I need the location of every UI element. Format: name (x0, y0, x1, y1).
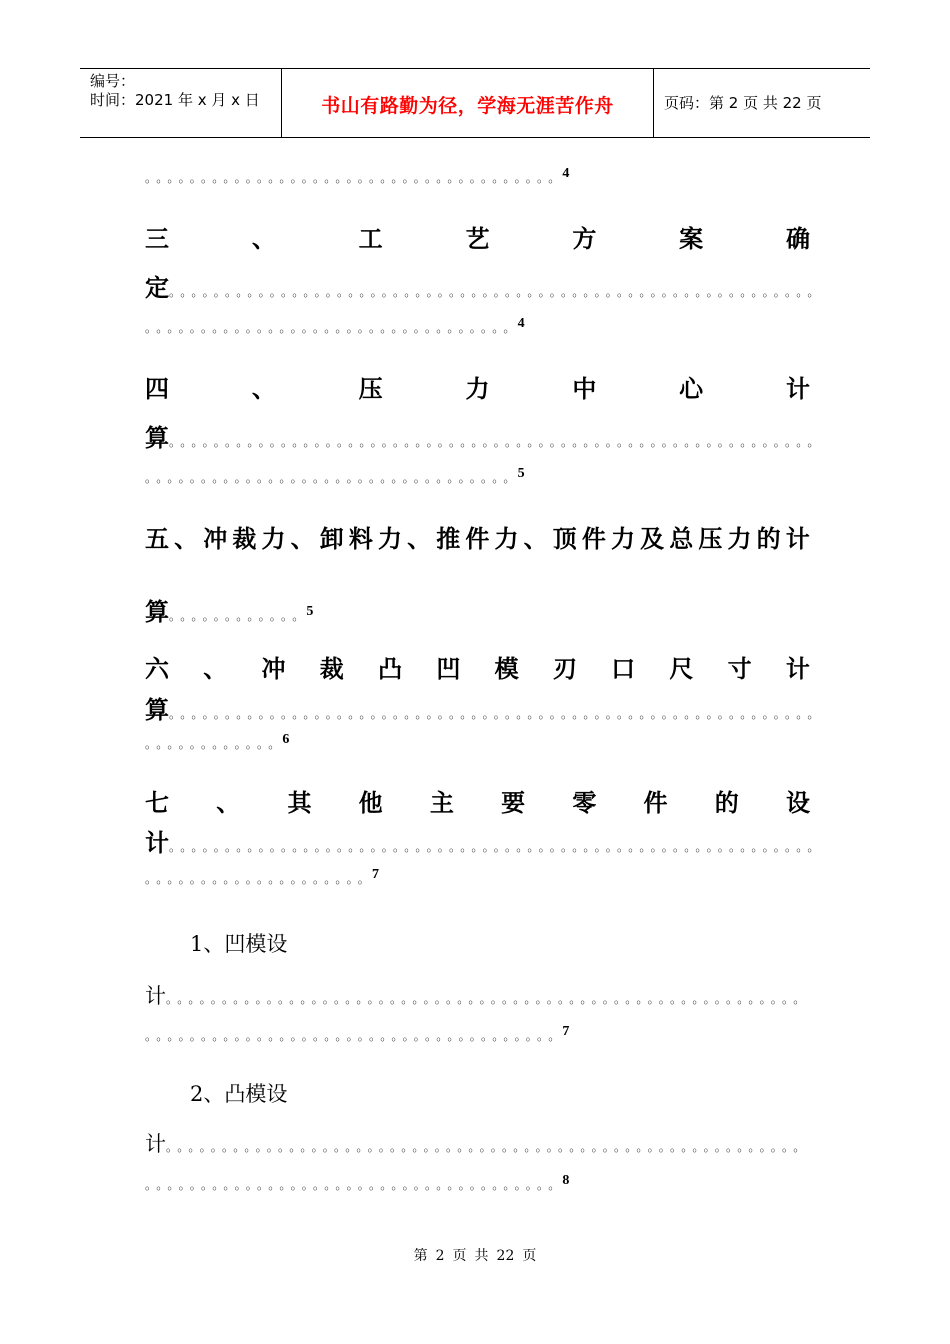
toc-heading-char: 口 (611, 655, 636, 683)
header-page-cell (654, 69, 870, 137)
toc-heading-char: 零 (572, 789, 597, 817)
toc-heading-char: 凸 (378, 655, 403, 683)
toc-heading-char: 冲 (203, 525, 228, 553)
toc-heading-char: 推 (436, 525, 461, 553)
toc-heading-char: 、 (407, 525, 432, 553)
footer-page-number: 2 (435, 1248, 445, 1264)
toc-heading-char: 计 (145, 829, 169, 857)
toc-heading-char: 顶 (552, 525, 577, 553)
toc-heading-char: 件 (581, 525, 606, 553)
header-motto-cell (282, 69, 654, 137)
toc-heading-char: 裁 (319, 655, 344, 683)
toc-heading-char: 算 (145, 696, 169, 724)
toc-leader-dots: 。。。。。。。。。。。。。。。。。。。。。。。。。。。。。。。。。。。。。。。。。。。。。。。。。。。。。。。。。。 (169, 707, 825, 721)
toc-page-number: 6 (282, 732, 290, 747)
toc-sub-1-dots (145, 1024, 569, 1054)
toc-heading-char: 艺 (465, 225, 490, 253)
toc-heading-char: 总 (669, 525, 694, 553)
toc-leader-dots: 。。。。。。。。。。。。。。。。。。。。。。。。。。。。。。。。。。。。。。。。。。。。。。。。。。。。。。。。。 (166, 992, 811, 1006)
footer-total-pages: 22 (496, 1248, 515, 1264)
toc-heading-char: 力 (494, 525, 519, 553)
toc-leader-dots: 。。。。。。。。。。。。。。。。。。。。。。。。。。。。。。。。。 (145, 471, 521, 485)
toc-heading-char: 主 (429, 789, 454, 817)
toc-heading-char: 案 (679, 225, 704, 253)
toc-heading-char: 四 (145, 375, 169, 403)
toc-leader-dots: 。。。。。。。。。。。。。。。。。。。。。。。。。。。。。。。。。。。。。 (145, 171, 566, 185)
toc-heading-char: 卸 (319, 525, 344, 553)
toc-heading-char: 件 (643, 789, 668, 817)
toc-heading-char: 力 (611, 525, 635, 553)
toc-heading-char: 工 (358, 225, 383, 253)
serial-number-label: 编号： (90, 72, 136, 90)
toc-heading-char: 力 (727, 525, 752, 553)
toc-heading-char: 计 (145, 1132, 166, 1156)
toc-heading-char: 方 (572, 225, 597, 253)
toc-leader-dots: 。。。。。。。。。。。。。。。。。。。。。。。。。。。。。。。。。。。。。。。。。。。。。。。。。。。。。。。。。 (166, 1140, 811, 1154)
page-header (80, 68, 870, 138)
toc-heading-char: 力 (378, 525, 402, 553)
toc-entry-3-dots (145, 316, 525, 346)
toc-page-number: 7 (562, 1024, 570, 1039)
toc-entry-7-cont (145, 823, 825, 857)
toc-heading-char: 件 (465, 525, 490, 553)
toc-page-number: 8 (562, 1173, 570, 1188)
toc-heading-char: 设 (785, 789, 810, 817)
toc-heading-char: 力 (465, 375, 490, 403)
footer-word: 共 (474, 1248, 489, 1264)
toc-heading-char: 压 (698, 525, 723, 553)
date-label: 时间：2021 年 x 月 x 日 (90, 91, 260, 109)
toc-page-number: 5 (306, 604, 314, 619)
toc-entry-6-cont (145, 690, 825, 724)
toc-line-prev-cont (145, 166, 569, 196)
toc-heading-char: 的 (756, 525, 781, 553)
footer-word: 第 (413, 1248, 428, 1264)
toc-heading-char: 寸 (727, 655, 752, 683)
page-info: 页码：第 2 页 共 22 页 (664, 94, 822, 112)
footer-word: 页 (522, 1248, 537, 1264)
toc-heading-char: 六 (145, 655, 169, 683)
toc-heading-char: 确 (785, 225, 810, 253)
toc-heading-char: 、 (290, 525, 315, 553)
toc-sub-2-title[interactable]: 2、凸模设 (190, 1082, 288, 1106)
toc-entry-6-heading[interactable] (145, 649, 810, 684)
toc-heading-char: 要 (501, 789, 526, 817)
toc-heading-char: 他 (358, 789, 383, 817)
toc-heading-char: 料 (348, 525, 373, 553)
toc-heading-char: 定 (145, 274, 169, 302)
toc-sub-1-title[interactable]: 1、凹模设 (190, 932, 288, 956)
toc-heading-char: 、 (523, 525, 548, 553)
toc-entry-3-cont (145, 268, 825, 302)
toc-sub-2-dots (145, 1173, 569, 1203)
toc-entry-6-dots (145, 732, 289, 762)
toc-leader-dots: 。。。。。。。。。。。。。。。。。。。。。。。。。。。。。。。。。。。。。。。。。。。。。。。。。。。。。。。。。。 (169, 435, 825, 449)
toc-heading-char: 、 (251, 225, 276, 253)
motto-text: 书山有路勤为径，学海无涯苦作舟 (321, 95, 614, 117)
toc-heading-char: 及 (640, 525, 665, 553)
toc-leader-dots: 。。。。。。。。。。。。。。。。。。。。。。。。。。。。。。。。。。。。。。。。。。。。。。。。。。。。。。。。。。 (169, 840, 825, 854)
toc-leader-dots: 。。。。。。。。。。。。。。。。。。。。。。。。。。。。。。。。。。。。。。。。。。。。。。。。。。。。。。。。。。 (169, 285, 825, 299)
toc-entry-3-heading[interactable] (145, 219, 810, 254)
toc-entry-7-dots (145, 867, 379, 897)
toc-heading-char: 刃 (552, 655, 577, 683)
toc-leader-dots: 。。。。。。。。。。。。。。。。。。。。 (145, 872, 376, 886)
toc-heading-char: 心 (679, 375, 704, 403)
toc-heading-char: 三 (145, 225, 169, 253)
toc-heading-char: 的 (714, 789, 739, 817)
toc-leader-dots: 。。。。。。。。。。。。。。。。。。。。。。。。。。。。。。。。。 (145, 321, 521, 335)
toc-entry-4-dots (145, 466, 525, 496)
page-footer (0, 1245, 950, 1265)
toc-heading-char: 五 (145, 525, 169, 553)
header-meta-cell (80, 69, 282, 137)
toc-heading-char: 算 (145, 598, 169, 626)
toc-heading-char: 计 (785, 375, 810, 403)
toc-page-number: 4 (562, 166, 570, 181)
toc-heading-char: 压 (358, 375, 383, 403)
toc-heading-char: 冲 (261, 655, 286, 683)
toc-heading-char: 、 (203, 655, 228, 683)
toc-page-number: 4 (517, 316, 525, 331)
toc-entry-5-heading[interactable] (145, 519, 810, 554)
toc-leader-dots: 。。。。。。。。。。。。。。。。。。。。。。。。。。。。。。。。。。。。。 (145, 1029, 566, 1043)
toc-heading-char: 计 (785, 655, 810, 683)
toc-leader-dots: 。。。。。。。。。。。。 (169, 609, 310, 623)
toc-entry-4-heading[interactable] (145, 369, 810, 404)
toc-sub-1-cont (145, 980, 810, 1010)
toc-heading-char: 凹 (436, 655, 461, 683)
toc-heading-char: 、 (174, 525, 199, 553)
toc-heading-char: 模 (494, 655, 519, 683)
toc-sub-2-cont (145, 1128, 810, 1158)
toc-heading-char: 七 (145, 789, 169, 817)
toc-heading-char: 中 (572, 375, 597, 403)
toc-entry-5-cont (145, 592, 314, 626)
toc-heading-char: 尺 (669, 655, 694, 683)
toc-heading-char: 力 (261, 525, 286, 553)
toc-leader-dots: 。。。。。。。。。。。。 (145, 737, 286, 751)
toc-heading-char: 裁 (232, 525, 257, 553)
toc-page-number: 5 (517, 466, 525, 481)
toc-heading-char: 算 (145, 424, 169, 452)
toc-page-number: 7 (372, 867, 380, 882)
toc-heading-char: 其 (287, 789, 312, 817)
toc-entry-4-cont (145, 418, 825, 452)
footer-word: 页 (452, 1248, 467, 1264)
toc-heading-char: 、 (216, 789, 241, 817)
toc-entry-7-heading[interactable] (145, 783, 810, 818)
toc-leader-dots: 。。。。。。。。。。。。。。。。。。。。。。。。。。。。。。。。。。。。。 (145, 1178, 566, 1192)
toc-heading-char: 计 (145, 984, 166, 1008)
toc-heading-char: 、 (251, 375, 276, 403)
toc-heading-char: 计 (785, 525, 810, 553)
